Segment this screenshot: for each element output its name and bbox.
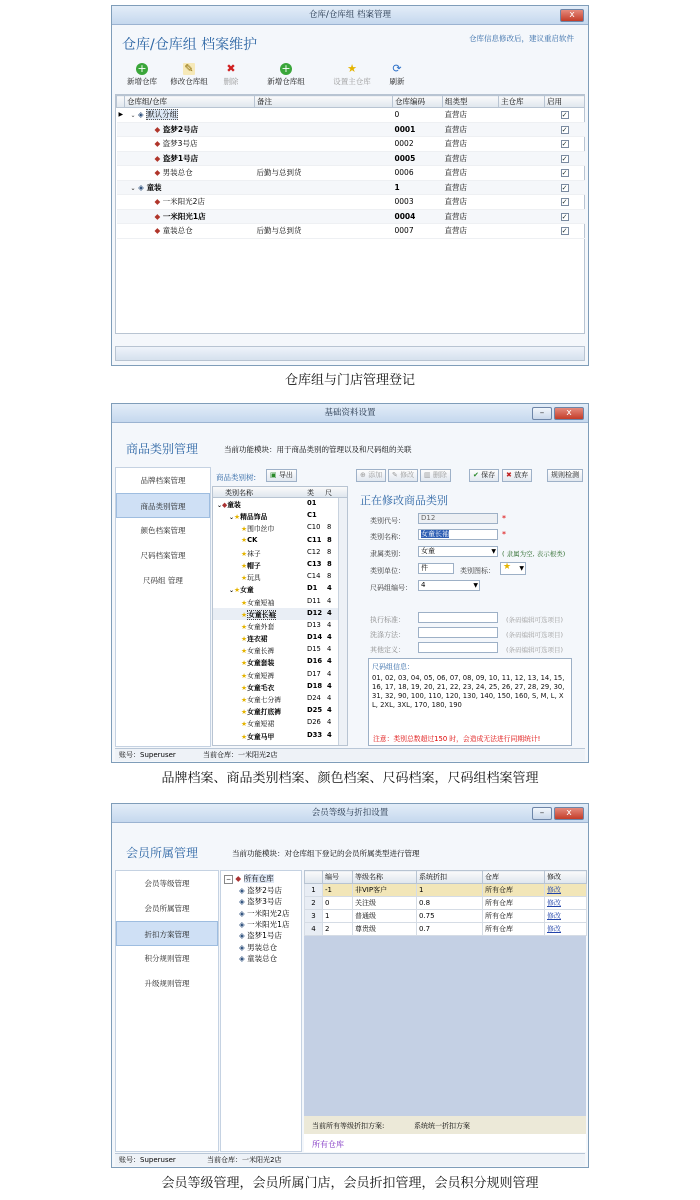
star-icon: ★: [241, 525, 248, 534]
optional-hint: (条码编辑可选项目): [506, 646, 564, 654]
warehouse-name: 童装总仓: [162, 226, 193, 236]
tree-node[interactable]: ◈ 盗梦2号店: [239, 886, 282, 895]
discard-button[interactable]: ✖ 放弃: [502, 469, 532, 482]
other-label: 其他定义：: [370, 646, 405, 654]
warehouse-icon: ◈: [239, 931, 245, 941]
star-icon: ★: [241, 647, 248, 656]
col-header[interactable]: 编号: [323, 871, 353, 884]
enabled-checkbox[interactable]: ✓: [561, 198, 568, 207]
chevron-down-icon: ⌄: [229, 587, 235, 595]
note-cell: [255, 195, 393, 210]
other-field[interactable]: [418, 642, 498, 653]
warehouse-name: 童装: [146, 182, 162, 192]
col-header[interactable]: 等级名称: [353, 871, 417, 884]
col-header[interactable]: 备注: [255, 96, 393, 108]
star-icon: ★: [241, 696, 248, 704]
note-cell: 后勤与总到货: [255, 166, 393, 181]
sidebar: [115, 870, 219, 1152]
caption-2: 品牌档案、商品类别档案、颜色档案、尺码档案，尺码组档案管理: [161, 771, 539, 786]
discount-footer: [304, 1116, 586, 1152]
icon-select[interactable]: [500, 562, 526, 575]
warehouse-grid: [115, 94, 585, 334]
type-cell: 直营店: [443, 209, 499, 224]
code-cell: 0004: [393, 209, 443, 224]
tree-node[interactable]: ★玩具 C14 8: [241, 572, 332, 583]
window-title: 会员等级与折扣设置: [311, 808, 389, 818]
type-cell: 直营店: [443, 166, 499, 181]
optional-hint: (条码编辑可选项目): [506, 616, 564, 624]
type-cell: 直营店: [443, 224, 499, 239]
size-group-label: 尺码组编号：: [370, 584, 412, 592]
tree-node[interactable]: ★袜子 C12 8: [241, 547, 332, 558]
name-field[interactable]: 女童长袖: [418, 529, 498, 540]
sidebar-item[interactable]: 尺码档案管理: [140, 551, 186, 560]
note-cell: [255, 180, 393, 195]
tree-node[interactable]: ★女童短袖 D11 4: [241, 596, 332, 607]
window-title-bar: [112, 6, 588, 25]
tree-node[interactable]: ★女童长袖 D12 4: [213, 608, 347, 620]
status-warehouse: 当前仓库：一米阳光2店: [203, 751, 278, 759]
refresh-icon: ⟳: [392, 62, 402, 75]
export-button[interactable]: ▣ 导出: [266, 469, 297, 482]
tree-node[interactable]: ⌄★女童 D1 4: [229, 584, 332, 595]
delete-button[interactable]: ✖ 删除: [223, 62, 239, 86]
table-row[interactable]: 3 1 普通级 0.75 所有仓库 修改: [305, 910, 587, 923]
sidebar-item[interactable]: 升级规则管理: [144, 979, 190, 988]
tree-node[interactable]: ★女童套装 D16 4: [241, 657, 332, 668]
col-header[interactable]: 修改: [545, 871, 587, 884]
enabled-checkbox[interactable]: ✓: [561, 227, 568, 236]
star-icon: ★: [241, 598, 248, 607]
edit-link[interactable]: 修改: [547, 925, 561, 933]
add-warehouse-button[interactable]: + 新增仓库: [127, 62, 157, 86]
type-cell: 直营店: [443, 195, 499, 210]
note-cell: [255, 209, 393, 224]
warehouse-icon: ◈: [239, 953, 245, 963]
warehouse-icon: ◈: [239, 908, 245, 918]
sidebar-item[interactable]: 积分规则管理: [144, 954, 190, 963]
warehouse-icon: ◆: [154, 153, 161, 163]
tree-node[interactable]: ★围巾丝巾 C10 8: [241, 523, 332, 534]
category-tree: [212, 486, 348, 746]
note-cell: 后勤与总到货: [255, 224, 393, 239]
type-cell: 直营店: [443, 180, 499, 195]
type-cell: 直营店: [443, 108, 499, 123]
col-header[interactable]: 仓库组/仓库: [125, 96, 255, 108]
tree-col-header[interactable]: 类别名称: [225, 489, 253, 497]
star-icon: ★: [241, 610, 248, 619]
discard-icon: ✖: [506, 471, 515, 479]
tree-node[interactable]: ★女童长裤 D15 4: [241, 645, 332, 656]
tree-node[interactable]: ◈ 盗梦3号店: [239, 897, 282, 907]
page-title: 仓库/仓库组 档案维护: [122, 37, 258, 53]
table-row[interactable]: 2 0 关注级 0.8 所有仓库 修改: [305, 897, 587, 910]
star-icon: ★: [241, 635, 248, 644]
warehouse-icon: ◈: [239, 897, 245, 907]
warehouse-icon: ◆: [154, 226, 161, 236]
form-title: 正在修改商品类别: [360, 494, 448, 507]
tree-label: 商品类别树:: [216, 473, 257, 482]
type-cell: 直营店: [443, 151, 499, 166]
sidebar-item[interactable]: 品牌档案管理: [140, 476, 186, 485]
col-header[interactable]: 启用: [545, 96, 585, 108]
tree-node[interactable]: ★女童短裤 D17 4: [241, 669, 332, 680]
footer-warehouse: 所有仓库: [312, 1140, 344, 1149]
sidebar-item[interactable]: 会员所属管理: [144, 904, 190, 913]
enabled-checkbox[interactable]: ✓: [561, 183, 568, 192]
tree-node[interactable]: ★CK C11 8: [241, 535, 332, 544]
warehouse-icon: ◆: [154, 211, 161, 221]
col-header[interactable]: 主仓库: [499, 96, 545, 108]
sidebar-item-selected[interactable]: 折扣方案管理: [116, 921, 218, 946]
caption-3: 会员等级管理，会员所属门店，会员折扣管理，会员积分规则管理: [161, 1176, 539, 1191]
main-cell: [499, 137, 545, 152]
warehouse-icon: ◆: [154, 124, 161, 134]
main-cell: [499, 151, 545, 166]
warehouse-window: [111, 5, 589, 366]
main-cell: [499, 209, 545, 224]
box-icon: ◆: [222, 501, 228, 509]
sidebar-item[interactable]: 颜色档案管理: [140, 526, 186, 535]
col-header[interactable]: 仓库编码: [393, 96, 443, 108]
sidebar: [115, 467, 211, 747]
level-grid: [304, 870, 586, 1118]
basic-settings-window: 基础资料设置 – x 商品类别管理 当前功能模块：用于商品类别的管理以及和尺码组的关联 品牌档案管理 商品类别管理 颜色档案管理 尺码档案管理 尺码组 管理 商品类别树: ▣ 导出 类别名称 类 尺 ⌄◆童装 01 ⌄★精品饰品 C1 ★围巾丝巾 C10 8 ★CK C11 8 ★袜子 C12 8 ★帽子 C13 8 ★玩具 C14 8 ⌄★女童 D1 4 ★女童短袖 D11 4 ★女童长袖 D12 4 ★女童外套 D13 4 ★连衣裙 D14 4 ★女童长裤 D15 4 ★女童套装 D16 4 ★女童短裤 D17 4 ★女童毛衣 D18 4 ★女童七分裤 D24 4 ★女童打底裤 D25 4 ★女童短裙 D26 4 ★女童马甲 D33 4 ⊕ 添加 ✎ 修改 ▥ 删除 ✔ 保存 ✖ 放弃 规则检测 正在修改商品类别 类别代号： D12 * 类别名称： 女童长袖 * 隶属类别： 女童 ▼ ( 隶属为空, 表示根类) 类别单位： 件 类别图标： ★ ▼ 尺码组编号： 4 ▼ 执行标准： (条码编辑可选项目) 洗涤方法： (条码编辑可选项目) 其他定义： (条码编辑可选项目) 尺码组信息： 01, 02, 03, 04, 05, 06, 07, 08, 09, 10, 11, 12, 13, 14, 15, 16, 17, 18, 19, 20, 21, 22, 23, 24, 25, 26, 27, 28, 29, 30, 31, 32, 90, 100, 110, 120, 130, 140, 150, 160, S, M, L, XL, 2XL, 3XL, 170, 180, 190 注意：类别总数超过150 时，会造成无法进行同期统计! 账号：Superuser 当前仓库：一米阳光2店: [111, 403, 589, 763]
minimize-button[interactable]: –: [532, 407, 552, 420]
table-row[interactable]: [117, 180, 585, 195]
grid-footer-bar: [115, 346, 585, 361]
sidebar-item[interactable]: 会员等级管理: [144, 879, 190, 888]
enabled-checkbox[interactable]: ✓: [561, 169, 568, 178]
window-title-bar: [112, 404, 588, 423]
restart-note: 仓库信息修改后，建议重启软件: [469, 34, 574, 43]
star-icon: ★: [241, 622, 248, 631]
save-icon: ✔: [473, 471, 482, 479]
table-row[interactable]: [117, 151, 585, 166]
tree-col-header[interactable]: 类: [307, 489, 314, 497]
wash-field[interactable]: [418, 627, 498, 638]
warehouse-tree: [220, 870, 302, 1152]
warehouse-name: 一米阳光1店: [162, 211, 206, 221]
table-row[interactable]: ▶ ⌄ ◈ 默认分组 0 直营店 ✓: [117, 108, 585, 123]
chevron-down-icon: ⌄: [217, 502, 223, 509]
tree-node[interactable]: ★女童毛衣 D18 4: [241, 681, 332, 692]
row-number: 1: [305, 884, 323, 897]
code-cell: 0006: [393, 166, 443, 181]
caption-1: 仓库组与门店管理登记: [284, 373, 415, 388]
add-group-button[interactable]: + 新增仓库组: [267, 62, 305, 86]
edit-button[interactable]: ✎ 修改: [388, 469, 418, 482]
warehouse-name: 盗梦1号店: [162, 153, 199, 163]
page-title: 会员所属管理: [126, 846, 199, 860]
icon-label: 类别图标：: [460, 567, 495, 575]
star-icon: ★: [241, 732, 248, 741]
table-row[interactable]: [117, 209, 585, 224]
status-bar: [115, 1153, 585, 1166]
window-title: 仓库/仓库组 档案管理: [308, 10, 392, 20]
col-header[interactable]: 组类型: [443, 96, 499, 108]
status-warehouse: 当前仓库：一米阳光2店: [207, 1156, 282, 1164]
size-info-text: 01, 02, 03, 04, 05, 06, 07, 08, 09, 10, 11, 12, 13, 14, 15, 16, 17, 18, 19, 20, 21, 22, 23, 24, 25, 26, 27, 28, 29, 30, 31, 32, 90, 100, 110, 120, 130, 140, 150, 160, S, M, L, XL, 2XL, 3XL, 170, 180, 190: [372, 674, 565, 709]
window-title-bar: [112, 804, 588, 823]
unit-label: 类别单位：: [370, 567, 405, 575]
tree-col-header[interactable]: 尺: [325, 489, 332, 497]
code-cell: 0002: [393, 137, 443, 152]
warehouse-name: 默认分组: [147, 110, 178, 120]
table-row[interactable]: [117, 195, 585, 210]
code-cell: 0001: [393, 122, 443, 137]
chevron-down-icon: ▼: [491, 548, 496, 555]
module-description: 当前功能模块：对仓库组下登记的会员所属类型进行管理: [232, 849, 420, 858]
parent-label: 隶属类别：: [370, 550, 405, 558]
star-icon: ★: [347, 62, 357, 75]
window-title: 基础资料设置: [324, 408, 376, 418]
warehouse-icon: ◈: [239, 942, 245, 952]
col-header[interactable]: 仓库: [483, 871, 545, 884]
enabled-checkbox[interactable]: ✓: [561, 111, 568, 120]
set-main-warehouse-button[interactable]: ★ 设置主仓库: [333, 62, 371, 86]
warehouse-icon: ◈: [239, 919, 245, 929]
row-number: 2: [305, 897, 323, 910]
chevron-down-icon: ⌄: [130, 184, 136, 192]
status-user: 账号：Superuser: [119, 751, 176, 759]
minimize-button[interactable]: –: [532, 807, 552, 820]
tree-node[interactable]: ◈ 男装总仓: [239, 942, 278, 952]
warehouse-icon: ◆: [235, 874, 242, 883]
tree-node[interactable]: ★女童外套 D13 4: [241, 620, 332, 631]
edit-group-button[interactable]: ✎ 修改仓库组: [170, 62, 208, 86]
star-icon: ★: [241, 720, 248, 729]
tree-scrollbar[interactable]: [338, 498, 347, 746]
code-label: 类别代号：: [370, 517, 405, 525]
tree-node[interactable]: ◈ 一米阳光1店: [239, 919, 290, 929]
refresh-button[interactable]: ⟳ 刷新: [389, 62, 405, 86]
optional-hint: (条码编辑可选项目): [506, 631, 564, 639]
group-icon: ◈: [137, 110, 144, 120]
save-button[interactable]: ✔ 保存: [469, 469, 499, 482]
sidebar-item[interactable]: 尺码组 管理: [143, 576, 183, 585]
tree-node[interactable]: ★连衣裙 D14 4: [241, 633, 332, 644]
star-icon: ★: [241, 671, 248, 680]
status-bar: [115, 748, 585, 761]
unit-field[interactable]: 件: [418, 563, 454, 574]
enabled-checkbox[interactable]: ✓: [561, 125, 568, 134]
sidebar-item-selected[interactable]: 商品类别管理: [116, 493, 210, 518]
page-title: 商品类别管理: [126, 442, 199, 456]
add-icon: +: [137, 62, 147, 75]
rule-check-button[interactable]: 规则检测: [547, 469, 583, 482]
main-cell: [499, 195, 545, 210]
tree-node[interactable]: ★女童七分裤 D24 4: [241, 694, 332, 704]
tree-node[interactable]: ★帽子 C13 8: [241, 559, 332, 570]
footer-value: 系统统一折扣方案: [414, 1122, 470, 1130]
tree-node[interactable]: ◈ 盗梦1号店: [239, 931, 282, 941]
size-group-select[interactable]: 4 ▼: [418, 580, 480, 591]
row-number: 3: [305, 910, 323, 923]
size-info-title: 尺码组信息：: [372, 663, 414, 671]
warning-text: 注意：类别总数超过150 时，会造成无法进行同期统计!: [373, 735, 541, 743]
note-cell: [255, 137, 393, 152]
code-cell: 0005: [393, 151, 443, 166]
tree-node[interactable]: ★女童打底裤 D25 4: [241, 706, 332, 717]
add-button[interactable]: ⊕ 添加: [356, 469, 386, 482]
tree-node[interactable]: ★女童马甲 D33 4: [241, 730, 332, 741]
warehouse-name: 盗梦3号店: [162, 139, 198, 149]
warehouse-name: 一米阳光2店: [162, 197, 205, 207]
edit-icon: ✎: [184, 62, 194, 75]
star-icon: ★: [241, 708, 248, 717]
warehouse-icon: ◆: [154, 168, 161, 178]
status-user: 账号：Superuser: [119, 1156, 176, 1164]
col-header[interactable]: 系统折扣: [417, 871, 483, 884]
code-field: D12: [418, 513, 498, 524]
type-cell: 直营店: [443, 122, 499, 137]
member-discount-window: [111, 803, 589, 1168]
chevron-down-icon: ⌄: [130, 112, 136, 120]
warehouse-icon: ◆: [154, 139, 161, 149]
size-info-box: [368, 658, 572, 746]
warehouse-name: 盗梦2号店: [162, 124, 199, 134]
standard-label: 执行标准：: [370, 616, 405, 624]
star-icon: ★: [234, 586, 241, 595]
star-icon: ★: [241, 561, 248, 570]
row-number: 4: [305, 923, 323, 936]
note-cell: [255, 122, 393, 137]
main-cell: [499, 108, 545, 123]
tree-node[interactable]: ⌄◆童装 01: [217, 499, 317, 509]
export-icon: ▣: [270, 471, 279, 479]
close-button[interactable]: x: [554, 807, 584, 820]
tree-node[interactable]: ◈ 童装总仓: [239, 953, 278, 963]
enabled-checkbox[interactable]: ✓: [561, 154, 568, 163]
table-row[interactable]: [117, 224, 585, 239]
enabled-checkbox[interactable]: ✓: [561, 140, 568, 149]
main-cell: [499, 122, 545, 137]
tree-node[interactable]: ⌄★精品饰品 C1: [229, 511, 317, 522]
enabled-checkbox[interactable]: ✓: [561, 212, 568, 221]
tree-root[interactable]: − ◆ 所有仓库: [226, 874, 274, 883]
star-icon: ★: [241, 574, 248, 583]
close-button[interactable]: x: [554, 407, 584, 420]
main-cell: [499, 224, 545, 239]
star-icon: ★: [241, 535, 248, 544]
chevron-down-icon: ⌄: [229, 514, 235, 522]
warehouse-name: 男装总仓: [162, 168, 193, 178]
star-icon: ★: [503, 562, 512, 572]
wash-label: 洗涤方法：: [370, 631, 405, 639]
star-icon: ★: [234, 513, 241, 522]
table-row[interactable]: [117, 122, 585, 137]
note-cell: [255, 108, 393, 123]
edit-link[interactable]: 修改: [547, 886, 561, 894]
group-icon: ◈: [138, 182, 144, 192]
main-cell: [499, 166, 545, 181]
warehouse-icon: ◈: [239, 886, 245, 895]
name-label: 类别名称：: [370, 533, 405, 541]
add-icon: +: [281, 62, 291, 75]
code-cell: 1: [393, 180, 443, 195]
module-description: 当前功能模块：用于商品类别的管理以及和尺码组的关联: [224, 445, 412, 454]
code-cell: 0003: [393, 195, 443, 210]
standard-field[interactable]: [418, 612, 498, 623]
star-icon: ★: [241, 549, 248, 558]
table-row[interactable]: [117, 166, 585, 181]
table-row[interactable]: 1 -1 非VIP客户 1 所有仓库 修改: [305, 884, 587, 897]
code-cell: 0007: [393, 224, 443, 239]
close-button[interactable]: x: [560, 9, 584, 22]
table-row[interactable]: [117, 137, 585, 152]
footer-label: 当前所有等级折扣方案:: [312, 1122, 385, 1130]
star-icon: ★: [241, 683, 248, 692]
tree-node[interactable]: ◈ 一米阳光2店: [239, 908, 290, 918]
chevron-down-icon: ▼: [519, 565, 524, 572]
tree-node[interactable]: ★女童短裙 D26 4: [241, 718, 332, 729]
edit-link[interactable]: 修改: [547, 912, 561, 920]
star-icon: ★: [241, 659, 248, 668]
chevron-down-icon: ▼: [473, 582, 478, 589]
parent-select[interactable]: 女童 ▼: [418, 546, 498, 557]
type-cell: 直营店: [443, 137, 499, 152]
note-cell: [255, 151, 393, 166]
delete-icon: ✖: [226, 62, 236, 75]
code-cell: 0: [393, 108, 443, 123]
main-cell: [499, 180, 545, 195]
edit-link[interactable]: 修改: [547, 899, 561, 907]
parent-hint: ( 隶属为空, 表示根类): [502, 550, 566, 558]
delete-button[interactable]: ▥ 删除: [420, 469, 451, 482]
warehouse-icon: ◆: [154, 197, 161, 207]
table-row[interactable]: 4 2 尊贵级 0.7 所有仓库 修改: [305, 923, 587, 936]
